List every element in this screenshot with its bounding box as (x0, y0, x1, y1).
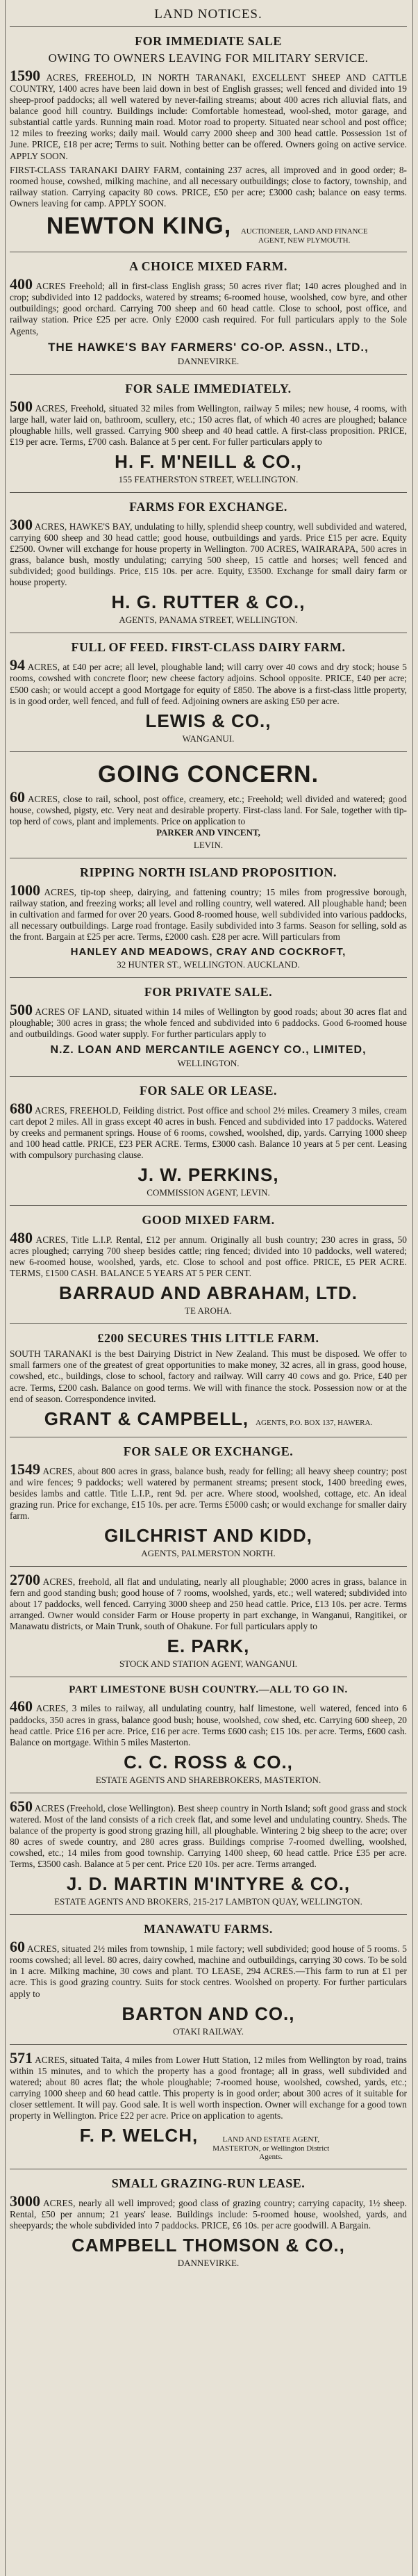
ad-body (10, 1462, 407, 1522)
ad-text: ACRES, freehold, all flat and undulating, nearly all ploughable; 2000 acres in grass, balance in fern and good standing bush; good house of 7 rooms, woolshed, yards, etc.; well watered; subdivided into about 17 paddocks, well fenced. Carrying 3000 sheep and 250 head cattle. Price, £13 10s. per acre. Terms arranged. Owner would consider Farm or House property in part exchange, in Wanganui, Rangitikei, or Manawatu districts, or Main Trunk, south of Ohakune. For full particulars apply to (10, 1576, 407, 1632)
agent-name: LEWIS & CO., (145, 710, 271, 731)
ad-heading: FARMS FOR EXCHANGE. (129, 499, 287, 514)
advertisement (10, 978, 407, 1076)
ad-text: ACRES OF LAND, situated within 14 miles of Wellington by good roads; about 30 acres flat and ploughable; 300 acres in grass; the whole fenced and subdivided into 6 paddocks. Good 6-roomed house and outbuildings. Good water supply. For further particulars apply to (10, 1006, 407, 1040)
ad-body (10, 790, 407, 827)
advertisement (10, 1567, 407, 1677)
agent-name: F. P. WELCH, (79, 2125, 199, 2146)
ad-text: ACRES, tip-top sheep, dairying, and fattening country; 15 miles from progressive borough, railway station, and freezing works; all level and rolling country, well watered. All ploughable hand; been in cultivation and farmed for over 20 years. Good 8-roomed house, well subdivided into various paddocks, all necessary outbuildings. Large road frontage. Easily subdivided into 3 farms. Season for selling, sold as the front. Bargain at £25 per acre. Terms, £2000 cash. £28 per acre. Will particulars from (10, 886, 407, 943)
acreage-lead: 3000 (10, 2192, 40, 2210)
ad-body (10, 1799, 407, 1870)
advertisement (10, 1437, 407, 1567)
advertisement (10, 752, 407, 858)
agent-address: LEVIN. (193, 839, 224, 850)
acreage-lead: 60 (10, 788, 25, 806)
ad-heading: FOR SALE OR EXCHANGE. (123, 1444, 294, 1458)
advertisement (10, 2045, 407, 2169)
ad-text: ACRES, close to rail, school, post office, creamery, etc.; Freehold; well divided and watered; good house, cowshed, pigsty, etc. Very neat and desirable property. First-class land. For Sale, together with tip-top herd of cows, plant and implements. Price on application to (10, 793, 407, 826)
acreage-lead: 650 (10, 1797, 33, 1815)
ad-heading: A CHOICE MIXED FARM. (129, 259, 287, 274)
right-column-rule (412, 0, 413, 2576)
ad-body (10, 1101, 407, 1161)
ad-body (10, 1002, 407, 1040)
ad-text: ACRES, FREEHOLD, IN NORTH TARANAKI, EXCELLENT SHEEP AND CATTLE COUNTRY, 1400 acres have been laid down in best of English grasses; well fenced and divided into 19 sheep-proof paddocks; all well watered by never-failing streams; about 400 acres rich alluvial flats, and balance good hill country. Buildings include: Comfortable homestead, wool-shed, motor garage, and substantial cattle yards. Running main road. Motor road to property. Situated near school and post office; 12 miles to freezing works; daily mail. Would carry 2000 sheep and 300 head cattle. Possession 1st of June. PRICE, £18 per acre; Terms to suit. Nothing better can be offered. Owners going on active service. APPLY SOON. (10, 72, 407, 161)
agent-name: H. G. RUTTER & CO., (111, 592, 306, 613)
acreage-lead: 480 (10, 1228, 33, 1246)
agent-name: GRANT & CAMPBELL, (44, 1408, 249, 1429)
ad-text: ACRES, at £40 per acre; all level, ploughable land; will carry over 40 cows and dry stock; house 5 rooms, cowshed with concrete floor; new cheese factory adjoins. School opposite. PRICE, £40 per acre; £500 cash; or would accept a good Mortgage for equity of £850. The above is a first-class little property, is in good order, well fenced, and full of feed. Adjoining owners are asking £50 per acre. (10, 662, 407, 706)
acreage-lead: 300 (10, 515, 33, 533)
agent-name: NEWTON KING, (46, 212, 232, 239)
agent-address: ESTATE AGENTS AND BROKERS, 215-217 LAMBTON QUAY, WELLINGTON. (54, 1896, 362, 1907)
land-notices-column (10, 0, 407, 2576)
advertisement (10, 1915, 407, 2044)
section-header: LAND NOTICES. (10, 0, 407, 27)
agent-row (10, 2125, 407, 2162)
acreage-lead: 1549 (10, 1460, 40, 1478)
advertisement (10, 1324, 407, 1437)
agent-row (10, 213, 407, 245)
agent-name: CAMPBELL THOMSON & CO., (72, 2235, 345, 2256)
left-column-rule (5, 0, 6, 2576)
ad-heading: FOR SALE IMMEDIATELY. (125, 381, 292, 396)
advertisement (10, 858, 407, 978)
ad-heading: FOR PRIVATE SALE. (144, 985, 273, 1000)
agent-name: E. PARK, (167, 1636, 250, 1657)
agent-address: COMMISSION AGENT, LEVIN. (147, 1187, 270, 1198)
acreage-lead: 1590 (10, 67, 40, 84)
acreage-lead: 94 (10, 656, 25, 674)
agent-tag: AUCTIONEER, LAND AND FINANCE AGENT, NEW PLYMOUTH. (240, 227, 368, 245)
agent-name: GILCHRIST AND KIDD, (104, 1525, 312, 1547)
advertisement (10, 2169, 407, 2276)
agent-address: AGENTS, PANAMA STREET, WELLINGTON. (119, 614, 298, 626)
ad-body (10, 517, 407, 588)
ad-subheading: OWING TO OWNERS LEAVING FOR MILITARY SERVICE. (48, 51, 369, 65)
ad-heading: FOR IMMEDIATE SALE (135, 34, 282, 48)
ad-text: ACRES, HAWKE'S BAY, undulating to hilly, splendid sheep country, well subdivided and watered, carrying 600 sheep and 30 head cattle; good house, outbuildings and yards. Price £15 per acre. Equity £2500. Owner will exchange for house property in Wellington. 700 ACRES, WAIRARAPA, 500 acres in grass, balance bush, mostly undulating; carrying 500 sheep, 15 cattle and horses; well fenced and subdivided; good buildings. Price, £15 10s. per acre. Equity, £3500. Exchange for small dairy farm or house property. (10, 521, 407, 588)
acreage-lead: 400 (10, 275, 33, 293)
ad-body (10, 1230, 407, 1279)
ad-body (10, 277, 407, 336)
ad-text: ACRES Freehold; all in first-class English grass; 50 acres river flat; 140 acres ploughed and in crop; subdivided into 12 paddocks, watered by streams; 6-roomed house, woolshed, cow byre, and other outbuildings; good orchard. Carrying 700 sheep and 60 head cattle. Close to school, post office, and railway station. Price £25 per acre. Only £2000 cash required. For full particulars apply to the Sole Agents, (10, 281, 407, 336)
advertisement (10, 1077, 407, 1206)
ad-text: ACRES, 3 miles to railway, all undulating country, half limestone, well watered, fenced into 6 paddocks, 350 acres in grass, balance good bush; house, woolshed, cow shed, etc. Carrying 600 sheep, 20 head cattle. Price £16 per acre. Price, £16 per acre. Terms £600 cash; £15 10s. per acre. Terms, £600 cash. Balance on mortgage. Within 5 miles Masterton. (10, 1703, 407, 1747)
agent-name: PARKER AND VINCENT, (156, 826, 260, 838)
ad-extra: FIRST-CLASS TARANAKI DAIRY FARM, containing 237 acres, all improved and in good order; 8-roomed house, cowshed, milking machine, and all necessary outbuildings; close to factory, township, and railway station. Carrying capacity 80 cows. PRICE, £50 per acre; £3000 cash; balance on easy terms. Owners leaving for camp. APPLY SOON. (10, 164, 407, 209)
ad-heading: RIPPING NORTH ISLAND PROPOSITION. (80, 865, 337, 879)
ad-text: ACRES, situated Taita, 4 miles from Lower Hutt Station, 12 miles from Wellington by road, trains within 15 minutes, and to which the property has a good frontage; all in grass, well subdivided and watered; about 80 acres flat; the whole ploughable; 7-roomed house, woolshed, cowshed, yards, etc.; carrying 1000 sheep and 60 head cattle. This property is in good order; about 300 acres of it suitable for closer settlement. It will pay. Good sale. It is well worth inspection. Owner will exchange for a good town property in Wellington. Price £22 per acre. Price on application to agents. (10, 2054, 407, 2121)
agent-address: ESTATE AGENTS AND SHAREBROKERS, MASTERTON. (95, 1774, 321, 1785)
acreage-lead: 680 (10, 1099, 33, 1117)
ad-display-heading: GOING CONCERN. (97, 760, 319, 788)
ad-heading: £200 SECURES THIS LITTLE FARM. (97, 1331, 319, 1346)
ad-body (10, 68, 407, 162)
ad-heading: FOR SALE OR LEASE. (139, 1083, 278, 1098)
ad-body (10, 883, 407, 943)
agent-tag: LAND AND ESTATE AGENT, MASTERTON, or Wellington District Agents. (212, 2135, 330, 2162)
agent-address: STOCK AND STATION AGENT, WANGANUI. (119, 1658, 298, 1670)
agent-name: C. C. ROSS & CO., (124, 1751, 293, 1772)
ad-heading: MANAWATU FARMS. (144, 1922, 273, 1937)
agent-name: H. F. M'NEILL & CO., (115, 450, 302, 472)
ad-text: SOUTH TARANAKI is the best Dairying District in New Zealand. This must be disposed. We offer to small farmers one of the greatest of great opportunities to make money, 32 acres, all in grass, good house, cowshed, etc., buildings, close to school, factory and railway. Will carry 40 cows and go. Price, £40 per acre. Terms, £200 cash. Balance on good terms. We will with finance the stock. Possession now or at the end of season. Correspondence invited. (10, 1348, 407, 1404)
ad-heading: PART LIMESTONE BUSH COUNTRY.—ALL TO GO IN. (69, 1684, 348, 1696)
agent-row (10, 1408, 407, 1430)
ad-body (10, 399, 407, 448)
ad-body (10, 658, 407, 706)
agent-address: AGENTS, PALMERSTON NORTH. (141, 1548, 276, 1559)
advertisement (10, 633, 407, 751)
advertisement (10, 1793, 407, 1915)
agent-name: J. D. MARTIN M'INTYRE & CO., (66, 1873, 351, 1895)
agent-name: THE HAWKE'S BAY FARMERS' CO-OP. ASSN., LTD., (48, 340, 369, 354)
ad-heading: SMALL GRAZING-RUN LEASE. (111, 2176, 306, 2190)
agent-name: HANLEY AND MEADOWS, CRAY AND COCKROFT, (70, 946, 346, 959)
acreage-lead: 500 (10, 397, 33, 415)
ad-text: ACRES, Freehold, situated 32 miles from Wellington, railway 5 miles; new house, 4 rooms, with large hall, water laid on, bathroom, scullery, etc.; 150 acres flat, of which 40 acres are ploughed; balance ploughable hills, well grassed. Carrying 900 sheep and 40 head cattle. A first-class proposition. PRICE, £19 per acre. Terms, £700 cash. Balance at 5 per cent. For fuller particulars apply to (10, 402, 407, 447)
acreage-lead: 571 (10, 2048, 33, 2066)
acreage-lead: 500 (10, 1001, 33, 1019)
acreage-lead: 460 (10, 1697, 33, 1715)
agent-address: WELLINGTON. (177, 1057, 240, 1068)
ad-text: ACRES, Title L.I.P. Rental, £12 per annum. Originally all bush country; 230 acres in grass, 50 acres ploughed; carrying 700 sheep besides cattle; ring fenced; divided into 10 paddocks, well watered; new 6-roomed house, woolshed, yards, etc. Close to school and post office. PRICE, £5 PER ACRE. TERMS, £1500 CASH. BALANCE 5 YEARS AT 5 PER CENT. (10, 1234, 407, 1279)
agent-name: N.Z. LOAN AND MERCANTILE AGENCY CO., LIMITED, (50, 1043, 367, 1056)
ad-body (10, 2048, 407, 2121)
ad-body (10, 2194, 407, 2231)
ad-text: ACRES, situated 2½ miles from township, 1 mile factory; well subdivided; good house of 5 rooms. 5 rooms cowshed; all level. 80 acres, dairy cowhed, machine and outbuildings, carrying 30 cows. To be sold in 1 acre. Milking machine, 30 cows and plant. TO LEASE, 294 ACRES.—This farm to run at £1 per acre. This is good grazing country. Suits for stock centres. Woolshed on property. For further particulars apply to (10, 1943, 407, 1999)
agent-tag: AGENTS, P.O. BOX 137, HAWERA. (256, 1418, 373, 1427)
ad-text: ACRES (Freehold, close Wellington). Best sheep country in North Island; soft good grass and stock watered. Most of the land consists of a rich creek flat, and some level and undulating country. Sheds. The balance of the property is good strong grazing hill, all ploughable. Wintering 2 big sheep to the acre; over 80 acres of swede country, and 280 acres grass. Buildings comprise 7-roomed dwelling, woolshed, cowshed, etc.; 14 miles from good township. Carrying 1400 sheep, 60 head cattle. Price £35 per acre. Terms, £3500 cash. Balance at 5 per cent. Price £20 10s. per acre. Terms arranged. (10, 1802, 407, 1870)
agent-address: 155 FEATHERSTON STREET, WELLINGTON. (118, 473, 299, 484)
agent-name: J. W. PERKINS, (137, 1164, 279, 1185)
advertisement (10, 1206, 407, 1324)
agent-name: BARRAUD AND ABRAHAM, LTD. (59, 1282, 358, 1304)
advertisement (10, 252, 407, 374)
advertisement (10, 27, 407, 252)
ad-heading: GOOD MIXED FARM. (142, 1212, 275, 1227)
ad-body (10, 1348, 407, 1404)
ad-body (10, 1572, 407, 1632)
agent-address: OTAKI RAILWAY. (173, 2025, 244, 2037)
advertisement (10, 375, 407, 493)
ad-body (10, 1939, 407, 1999)
agent-address: DANNEVIRKE. (177, 2258, 240, 2269)
ad-text: ACRES, about 800 acres in grass, balance bush, ready for felling; all heavy sheep country; post and wire fences; 9 paddocks; well watered by permanent streams; present stock, 1400 breeding ewes, besides lambs and cattle. Title L.I.P., rent 9d. per acre. Where stood, woolshed, cottage, etc. An ideal grazing run. Price for exchange, £15 10s. per acre. Terms £5000 cash; or would exchange for smaller dairy farm. (10, 1465, 407, 1521)
agent-address: WANGANUI. (182, 733, 235, 744)
ad-heading: FULL OF FEED. FIRST-CLASS DAIRY FARM. (71, 640, 346, 655)
agent-address: 32 HUNTER ST., WELLINGTON. AUCKLAND. (117, 959, 300, 970)
advertisement (10, 493, 407, 633)
ad-text: ACRES, FREEHOLD, Feilding district. Post office and school 2½ miles. Creamery 3 miles, cream cart depot 2 miles. All in grass except 40 acres in bush. Fenced and subdivided into 17 paddocks. Watered by creeks and permanent springs. House of 6 rooms, cowshed, woolshed, dip, yards. Carrying 1000 sheep and 100 head cattle. PRICE, £23 PER ACRE. Terms, £3000 cash. Balance 10 years at 5 per cent. Leasing with compulsory purchasing clause. (10, 1104, 407, 1160)
ad-body (10, 1699, 407, 1747)
acreage-lead: 1000 (10, 881, 40, 899)
agent-address: TE AROHA. (185, 1305, 232, 1316)
advertisement (10, 1677, 407, 1793)
agent-address: DANNEVIRKE. (177, 355, 240, 366)
acreage-lead: 2700 (10, 1571, 40, 1589)
acreage-lead: 60 (10, 1938, 25, 1956)
agent-name: BARTON AND CO., (122, 2003, 295, 2024)
ad-text: ACRES, nearly all well improved; good class of grazing country; carrying capacity, 1½ sheep. Rental, £50 per annum; 21 years' lease. Buildings include: 5-roomed house, woolshed, yards, and sheepyards; the whole subdivided into 7 paddocks. PRICE, £6 10s. per acre goodwill. A Bargain. (10, 2198, 407, 2231)
